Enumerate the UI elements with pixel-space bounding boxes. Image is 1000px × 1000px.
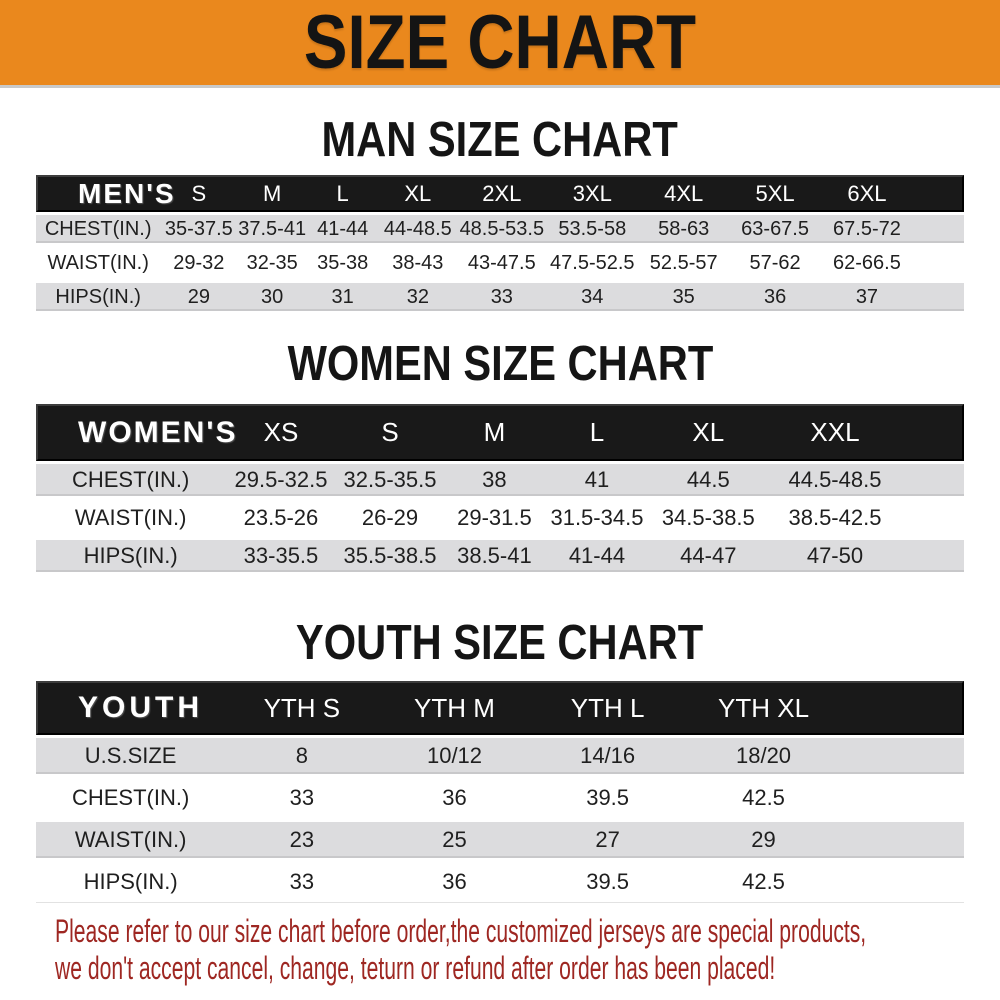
measurement-value: 29 xyxy=(160,280,237,314)
measurement-value: 23.5-26 xyxy=(243,505,319,530)
spacer-cell xyxy=(913,175,964,212)
size-column-header: L xyxy=(545,404,648,461)
size-column-header: S xyxy=(337,404,444,461)
row-label: HIPS(IN.) xyxy=(36,537,225,575)
women-size-section xyxy=(0,338,1000,575)
spacer-cell xyxy=(842,681,964,735)
measurement-value: 53.5-58 xyxy=(546,212,638,246)
size-column-header: 4XL xyxy=(638,175,729,212)
measurement-row xyxy=(36,735,964,777)
man-size-title xyxy=(0,114,1000,166)
measurement-value: 36 xyxy=(378,861,530,903)
measurement-value: 44.5-48.5 xyxy=(768,461,902,499)
women-size-title-text: WOMEN SIZE CHART xyxy=(287,337,713,391)
measurement-value: 32 xyxy=(378,280,457,314)
size-column-header: XL xyxy=(648,404,768,461)
measurement-value: 31 xyxy=(307,280,378,314)
spacer-cell xyxy=(902,499,964,537)
notice-line-1: Please refer to our size chart before order,the customized jerseys are special products, xyxy=(55,913,867,949)
size-column-header: 3XL xyxy=(546,175,638,212)
measurement-value: 38 xyxy=(443,461,545,499)
measurement-value: 18/20 xyxy=(685,735,843,777)
group-label: MEN'S xyxy=(36,175,160,212)
measurement-value: 52.5-57 xyxy=(649,251,718,274)
measurement-value: 26-29 xyxy=(361,505,419,530)
group-label: YOUTH xyxy=(36,681,225,735)
measurement-value: 34.5-38.5 xyxy=(661,505,755,530)
measurement-value: 44.5 xyxy=(648,461,768,499)
man-size-title-text: MAN SIZE CHART xyxy=(321,113,679,167)
man-size-table xyxy=(36,175,964,314)
measurement-row xyxy=(36,819,964,861)
women-size-table xyxy=(36,404,964,575)
measurement-value: 37.5-41 xyxy=(237,212,307,246)
size-column-header: L xyxy=(307,175,378,212)
measurement-row xyxy=(36,537,964,575)
spacer-cell xyxy=(913,280,964,314)
row-label: HIPS(IN.) xyxy=(36,861,225,903)
size-column-header: 6XL xyxy=(821,175,913,212)
measurement-value: 42.5 xyxy=(685,861,843,903)
size-column-header: YTH S xyxy=(225,681,378,735)
measurement-value: 30 xyxy=(237,280,307,314)
group-label: WOMEN'S xyxy=(36,404,225,461)
spacer-cell xyxy=(902,461,964,499)
row-label: CHEST(IN.) xyxy=(36,212,160,246)
measurement-row xyxy=(36,461,964,499)
measurement-value: 35 xyxy=(638,280,729,314)
spacer-cell xyxy=(902,537,964,575)
measurement-value: 58-63 xyxy=(638,212,729,246)
spacer-cell xyxy=(842,819,964,861)
measurement-value: 47-50 xyxy=(768,537,902,575)
size-column-header: YTH L xyxy=(531,681,685,735)
order-notice xyxy=(55,913,1000,987)
measurement-row xyxy=(36,499,964,537)
spacer-cell xyxy=(902,404,964,461)
measurement-value: 57-62 xyxy=(749,251,801,274)
measurement-value: 42.5 xyxy=(742,785,785,810)
row-label: WAIST(IN.) xyxy=(74,505,187,530)
measurement-value: 29.5-32.5 xyxy=(225,461,336,499)
measurement-value: 36 xyxy=(442,785,467,810)
size-column-header: M xyxy=(237,175,307,212)
measurement-value: 32-35 xyxy=(246,251,298,274)
spacer-cell xyxy=(913,246,964,280)
measurement-value: 39.5 xyxy=(531,861,685,903)
measurement-value: 32.5-35.5 xyxy=(337,461,444,499)
size-column-header: XS xyxy=(225,404,336,461)
measurement-row xyxy=(36,777,964,819)
measurement-value: 35.5-38.5 xyxy=(337,537,444,575)
measurement-row xyxy=(36,212,964,246)
measurement-value: 41-44 xyxy=(545,537,648,575)
measurement-value: 36 xyxy=(729,280,821,314)
measurement-value: 29-31.5 xyxy=(457,505,532,530)
youth-size-title-text: YOUTH SIZE CHART xyxy=(296,616,704,670)
measurement-value: 33 xyxy=(225,861,378,903)
measurement-value: 47.5-52.5 xyxy=(550,251,635,274)
measurement-value: 33 xyxy=(457,280,546,314)
measurement-value: 35-38 xyxy=(317,251,369,274)
table-header-row xyxy=(36,175,964,212)
size-column-header: YTH M xyxy=(378,681,530,735)
measurement-value: 33-35.5 xyxy=(225,537,336,575)
women-size-title xyxy=(0,338,1000,390)
spacer-cell xyxy=(842,861,964,903)
measurement-value: 29-32 xyxy=(173,251,225,274)
measurement-value: 29 xyxy=(685,819,843,861)
measurement-value: 10/12 xyxy=(378,735,530,777)
measurement-value: 44-47 xyxy=(648,537,768,575)
youth-size-section xyxy=(0,617,1000,903)
measurement-row xyxy=(36,280,964,314)
measurement-value: 35-37.5 xyxy=(160,212,237,246)
measurement-value: 67.5-72 xyxy=(821,212,913,246)
measurement-value: 41-44 xyxy=(307,212,378,246)
measurement-value: 23 xyxy=(225,819,378,861)
size-column-header: YTH XL xyxy=(685,681,843,735)
measurement-value: 41 xyxy=(545,461,648,499)
measurement-value: 39.5 xyxy=(586,785,630,810)
notice-line-2: we don't accept cancel, change, teturn or refund after order has been placed! xyxy=(55,950,776,986)
size-column-header: S xyxy=(160,175,237,212)
spacer-cell xyxy=(842,777,964,819)
row-label: CHEST(IN.) xyxy=(71,785,190,810)
spacer-cell xyxy=(842,735,964,777)
measurement-value: 31.5-34.5 xyxy=(550,505,644,530)
measurement-value: 62-66.5 xyxy=(833,251,901,274)
measurement-value: 37 xyxy=(821,280,913,314)
youth-size-title xyxy=(0,617,1000,669)
page-title: SIZE CHART xyxy=(303,0,697,85)
row-label: CHEST(IN.) xyxy=(36,461,225,499)
size-column-header: 5XL xyxy=(729,175,821,212)
measurement-row xyxy=(36,861,964,903)
measurement-value: 44-48.5 xyxy=(378,212,457,246)
measurement-value: 43-47.5 xyxy=(467,251,536,274)
measurement-row xyxy=(36,246,964,280)
size-column-header: M xyxy=(443,404,545,461)
measurement-value: 14/16 xyxy=(531,735,685,777)
measurement-value: 63-67.5 xyxy=(729,212,821,246)
measurement-value: 8 xyxy=(225,735,378,777)
size-column-header: 2XL xyxy=(457,175,546,212)
row-label: WAIST(IN.) xyxy=(36,819,225,861)
measurement-value: 38-43 xyxy=(392,251,444,274)
measurement-value: 38.5-41 xyxy=(443,537,545,575)
measurement-value: 34 xyxy=(546,280,638,314)
measurement-value: 25 xyxy=(378,819,530,861)
table-header-row xyxy=(36,681,964,735)
row-label: U.S.SIZE xyxy=(36,735,225,777)
table-header-row xyxy=(36,404,964,461)
row-label: HIPS(IN.) xyxy=(36,280,160,314)
measurement-value: 38.5-42.5 xyxy=(788,505,882,530)
measurement-value: 48.5-53.5 xyxy=(457,212,546,246)
man-size-section xyxy=(0,114,1000,314)
banner xyxy=(0,0,1000,88)
youth-size-table xyxy=(36,681,964,903)
row-label: WAIST(IN.) xyxy=(47,251,149,274)
size-column-header: XXL xyxy=(768,404,902,461)
measurement-value: 33 xyxy=(289,785,315,810)
size-column-header: XL xyxy=(378,175,457,212)
spacer-cell xyxy=(913,212,964,246)
measurement-value: 27 xyxy=(531,819,685,861)
